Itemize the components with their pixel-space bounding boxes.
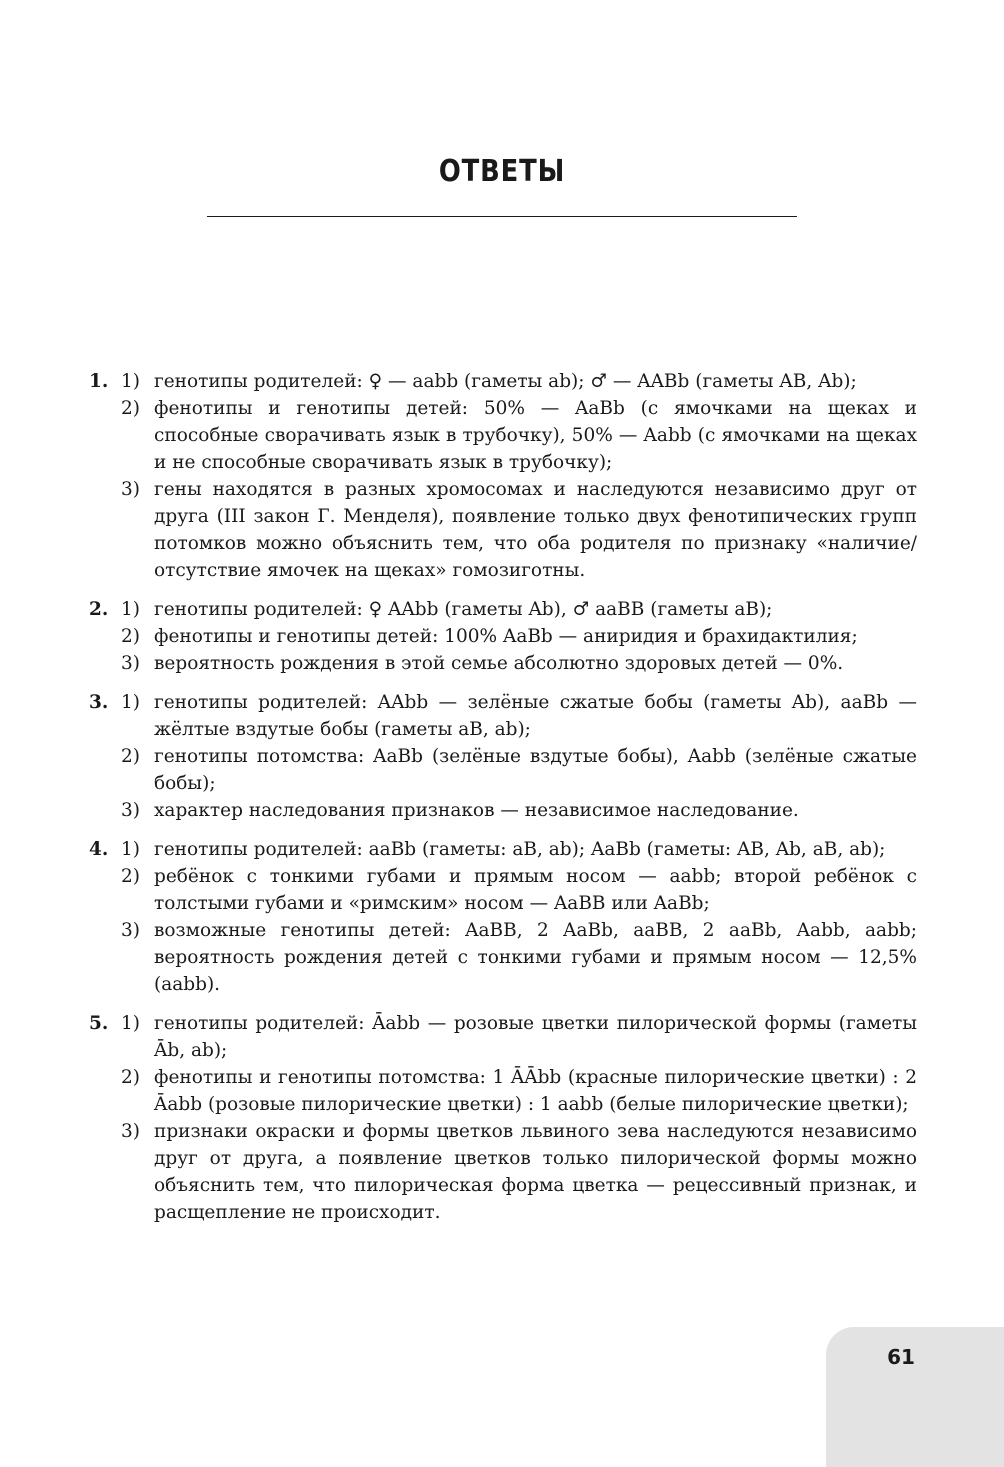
item-number: 2) <box>121 866 140 887</box>
answer-item <box>89 395 917 476</box>
item-text: характер наследования признаков — независимое наследование. <box>154 800 799 821</box>
item-number: 1) <box>121 692 140 713</box>
item-number: 1) <box>121 599 140 620</box>
item-number: 3) <box>121 653 140 674</box>
answer-item <box>89 476 917 584</box>
page-number: 61 <box>887 1345 915 1369</box>
answer-2 <box>89 596 917 677</box>
item-number: 2) <box>121 398 140 419</box>
item-text: гены находятся в разных хромосомах и наследуются независимо друг от друга (III закон Г. Менделя), появление только двух фенотипических групп потомков можно объяснить тем, что оба родителя по признаку «наличие/отсутствие ямочек на щеках» гомозиготны. <box>154 479 917 581</box>
item-number: 1) <box>121 371 140 392</box>
answer-5 <box>89 1010 917 1226</box>
answer-3 <box>89 689 917 824</box>
answer-1 <box>89 368 917 584</box>
answer-item <box>89 1010 917 1064</box>
item-text: ребёнок с тонкими губами и прямым носом — aabb; второй ребёнок с толстыми губами и «римским» носом — AaBB или AaBb; <box>154 866 917 914</box>
item-number: 2) <box>121 746 140 767</box>
item-number: 2) <box>121 626 140 647</box>
item-number: 3) <box>121 800 140 821</box>
answer-item <box>89 1064 917 1118</box>
item-text: возможные генотипы детей: AaBB, 2 AaBb, aaBB, 2 aaBb, Aabb, aabb; вероятность рождения детей с тонкими губами и прямым носом — 12,5% (aabb). <box>154 920 917 995</box>
item-text: генотипы родителей: Āabb — розовые цветки пилорической формы (гаметы Āb, ab); <box>154 1013 917 1061</box>
item-text: признаки окраски и формы цветков львиного зева наследуются независимо друг от друга, а появление цветков только пилорической формы можно объяснить тем, что пилорическая форма цветка — рецессивный признак, и расщепление не происходит. <box>154 1121 917 1223</box>
item-number: 3) <box>121 920 140 941</box>
answer-item <box>89 743 917 797</box>
item-text: фенотипы и генотипы потомства: 1 ĀĀbb (красные пилорические цветки) : 2 Āabb (розовые пилорические цветки) : 1 aabb (белые пилорические цветки); <box>154 1067 917 1115</box>
item-text: фенотипы и генотипы детей: 50% — AaBb (с ямочками на щеках и способные сворачивать язык в трубочку), 50% — Aabb (с ямочками на щеках и не способные сворачивать язык в трубочку); <box>154 398 917 473</box>
answer-item <box>89 1118 917 1226</box>
item-text: генотипы родителей: ♀ — aabb (гаметы ab); ♂ — AABb (гаметы AB, Ab); <box>154 371 857 392</box>
item-number: 1) <box>121 1013 140 1034</box>
answer-item <box>89 797 917 824</box>
answer-item <box>89 596 917 623</box>
answer-item <box>89 650 917 677</box>
answer-number: 1. <box>89 371 109 392</box>
answer-number: 2. <box>89 599 109 620</box>
answer-number: 3. <box>89 692 109 713</box>
answer-item <box>89 623 917 650</box>
item-number: 3) <box>121 1121 140 1142</box>
answer-item <box>89 863 917 917</box>
answer-item <box>89 689 917 743</box>
item-text: генотипы родителей: AAbb — зелёные сжатые бобы (гаметы Ab), aaBb — жёлтые вздутые бобы (гаметы aB, ab); <box>154 692 917 740</box>
item-text: фенотипы и генотипы детей: 100% AaBb — аниридия и брахидактилия; <box>154 626 858 647</box>
item-text: генотипы потомства: AaBb (зелёные вздутые бобы), Aabb (зелёные сжатые бобы); <box>154 746 917 794</box>
item-text: вероятность рождения в этой семье абсолютно здоровых детей — 0%. <box>154 653 844 674</box>
answer-number: 4. <box>89 839 109 860</box>
item-text: генотипы родителей: ♀ AAbb (гаметы Ab), ♂ aaBB (гаметы aB); <box>154 599 773 620</box>
answer-4 <box>89 836 917 998</box>
answers-list <box>89 368 917 1238</box>
item-number: 2) <box>121 1067 140 1088</box>
item-text: генотипы родителей: aaBb (гаметы: aB, ab); AaBb (гаметы: AB, Ab, aB, ab); <box>154 839 886 860</box>
answer-item <box>89 368 917 395</box>
item-number: 3) <box>121 479 140 500</box>
title-underline <box>207 216 797 217</box>
answer-item <box>89 836 917 863</box>
item-number: 1) <box>121 839 140 860</box>
answer-item <box>89 917 917 998</box>
answer-number: 5. <box>89 1013 109 1034</box>
page-title: ОТВЕТЫ <box>438 154 566 189</box>
